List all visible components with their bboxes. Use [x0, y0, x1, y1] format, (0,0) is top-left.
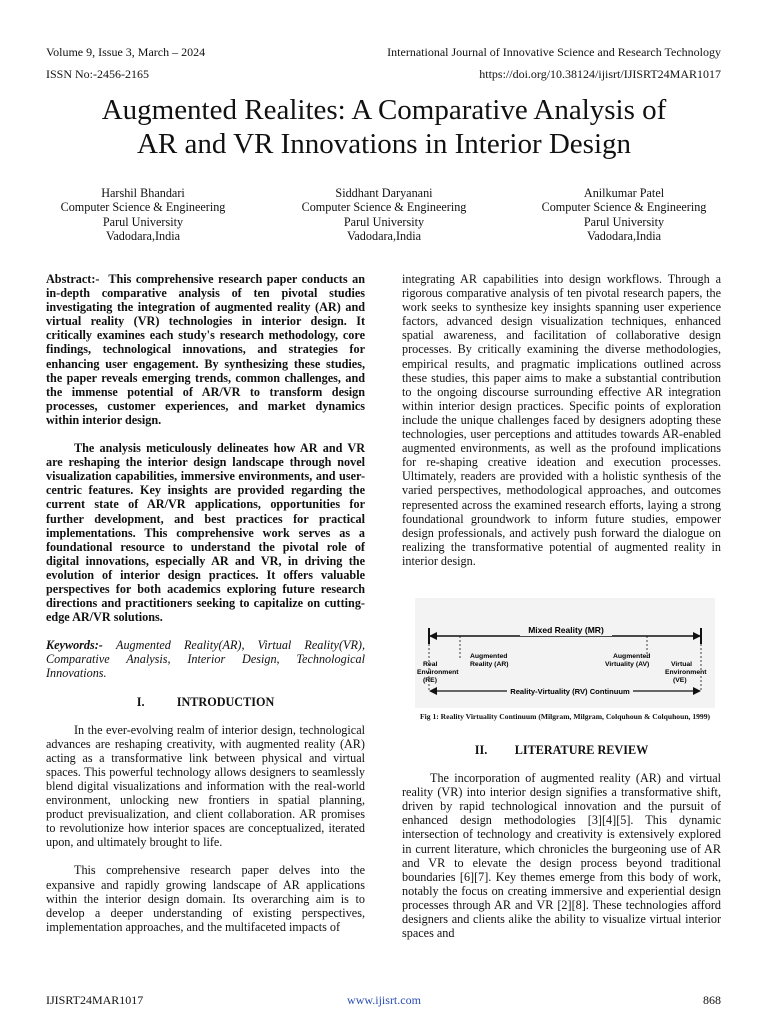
- av-label-1: Augmented: [613, 653, 651, 660]
- author-univ: Parul University: [343, 214, 425, 229]
- section-heading-introduction: [46, 695, 365, 709]
- author-2: [269, 186, 499, 244]
- author-name: Harshil Bhandari: [101, 186, 185, 200]
- author-name: Anilkumar Patel: [583, 186, 665, 200]
- ve-label-1: Virtual: [671, 661, 693, 668]
- author-univ: Parul University: [583, 214, 665, 229]
- footer-paper-id: IJISRT24MAR1017: [46, 993, 144, 1007]
- abstract-paragraph-2: The analysis meticulously delineates how AR and VR are reshaping the interior design landscape through novel visualization capabilities, immersive environments, and user-centric features. Key insights are provided regarding the current state of AR/VR applications, opportunities for further development, and best practices for practical implementations. This comprehensive work serves as a foundational resource to understand the pivotal role of digital innovations, especially AR and VR, in driving the evolution of interior design practices. It offers valuable perspectives for both academics exploring future research directions and practitioners seeking to capitalize on cutting-edge AR/VR solutions.: [46, 441, 365, 625]
- ve-label-3: (VE): [673, 677, 687, 684]
- author-dept: Computer Science & Engineering: [60, 200, 226, 215]
- doi-link[interactable]: https://doi.org/10.38124/ijisrt/IJISRT24MAR1017: [479, 67, 721, 81]
- author-city: Vadodara,India: [346, 229, 422, 244]
- author-dept: Computer Science & Engineering: [301, 200, 467, 215]
- abstract-text-1: This comprehensive research paper conducts an in-depth comparative analysis of ten pivotal studies investigating the integration of augmented reality (AR) and virtual reality (VR) technologies in interior design. It critically examines each study's research methodology, core findings, technological innovations, and strategies for enhancing user engagement. By synthesizing these studies, the paper reveals emerging trends, common challenges, and the immense potential of AR/VR to transform design processes, customer experiences, and market dynamics within interior design.: [46, 272, 366, 427]
- intro-paragraph-2-continued: integrating AR capabilities into design workflows. Through a rigorous comparative analysis of ten pivotal research papers, the work seeks to synthesize key insights spanning user experience factors, advanced design visualization techniques, enhanced spatial awareness, and facilitation of collaborative design processes. By critically examining the diverse methodologies, empirical results, and pragmatic implications outlined across these studies, this paper aims to make a substantial contribution to the ongoing discourse surrounding effective AR integration within interior design practices. Specific points of exploration include the unique challenges faced by designers adopting these technologies, user perceptions and attitudes towards AR-enabled augmented environments, as well as the profound implications for re-shaping creative ideation and execution processes. Ultimately, readers are provided with a holistic synthesis of the varied perspectives, methodological approaches, and outcomes represented across the examined research efforts, laying a strong foundational groundwork to inform future studies, empower design professionals, and actively push forward the dialogue on realizing the transformative potential of augmented reality in interior design.: [402, 272, 721, 568]
- ar-label-1: Augmented: [470, 653, 508, 660]
- right-column-bottom: [402, 743, 721, 940]
- mixed-reality-label: Mixed Reality (MR): [528, 625, 604, 635]
- author-city: Vadodara,India: [586, 229, 662, 244]
- author-name: Siddhant Daryanani: [335, 186, 433, 200]
- author-univ: Parul University: [102, 214, 184, 229]
- real-env-label-3: (RE): [423, 677, 437, 684]
- left-column: [46, 272, 365, 934]
- ar-label-2: Reality (AR): [470, 661, 509, 668]
- volume-info: Volume 9, Issue 3, March – 2024: [46, 45, 206, 59]
- av-label-2: Virtuality (AV): [605, 661, 650, 668]
- author-city: Vadodara,India: [105, 229, 181, 244]
- paper-title: [40, 93, 728, 161]
- ve-label-2: Environment: [665, 669, 707, 676]
- author-3: [509, 186, 739, 244]
- keywords-text: Augmented Reality(AR), Virtual Reality(VR), Comparative Analysis, Interior Design, Technological Innovations.: [46, 638, 366, 681]
- abstract-label: Abstract:-: [46, 272, 100, 286]
- keywords: [46, 638, 365, 680]
- author-1: [28, 186, 258, 244]
- section-number: I.: [136, 694, 145, 709]
- journal-name: International Journal of Innovative Science and Research Technology: [387, 45, 721, 59]
- abstract-paragraph-1: [46, 272, 365, 427]
- section-heading-literature-review: [402, 743, 721, 757]
- right-column-top: [402, 272, 721, 568]
- real-env-label-2: Environment: [417, 669, 459, 676]
- page-number: 868: [703, 993, 721, 1007]
- intro-paragraph-1: In the ever-evolving realm of interior design, technological advances are reshaping creativity, with augmented reality (AR) acting as a transformative link between physical and virtual spaces. This powerful technology allows designers to seamlessly blend digital visualizations and information with the real-world environment, unlocking new frontiers in spatial planning, product previsualization, and client collaboration. AR promises to revolutionize how interior spaces are conceptualized, iterated upon, and ultimately brought to life.: [46, 722, 365, 850]
- rv-continuum-label: Reality-Virtuality (RV) Continuum: [510, 687, 630, 696]
- figure-caption: Fig 1: Reality Virtuality Continuum (Milgram, Milgram, Colquhoun & Colquhoun, 1999): [420, 712, 711, 721]
- section-title: LITERATURE REVIEW: [514, 743, 649, 757]
- title-line-2: AR and VR Innovations in Interior Design: [136, 128, 632, 160]
- reality-virtuality-continuum-figure: [415, 598, 715, 708]
- intro-paragraph-2: This comprehensive research paper delves into the expansive and rapidly growing landscape of AR applications within the interior design domain. Its overarching aim is to develop a deeper understanding of existing perspectives, implementation approaches, and the multifaceted impacts of: [46, 863, 365, 934]
- real-env-label-1: Real: [423, 661, 438, 668]
- title-line-1: Augmented Realites: A Comparative Analysis of: [101, 94, 667, 126]
- keywords-label: Keywords:-: [46, 638, 103, 653]
- footer-website-link[interactable]: www.ijisrt.com: [347, 993, 421, 1007]
- section-number: II.: [474, 743, 488, 757]
- issn: ISSN No:-2456-2165: [46, 67, 150, 81]
- literature-paragraph-1: The incorporation of augmented reality (AR) and virtual reality (VR) into interior design signifies a transformative shift, driven by rapid technological innovation and the pursuit of enhanced design methodologies [3][4][5]. This dynamic intersection of technology and creativity is extensively explored in current literature, which chronicles the burgeoning use of AR and VR to elevate the design process beyond traditional boundaries [6][7]. Key themes emerge from this body of work, notably the focus on creating immersive and experiential design processes through AR and VR [2][8]. These technologies afford designers and clients alike the ability to visualize virtual interior spaces and: [402, 771, 721, 941]
- section-title: INTRODUCTION: [176, 694, 275, 709]
- author-dept: Computer Science & Engineering: [541, 200, 707, 215]
